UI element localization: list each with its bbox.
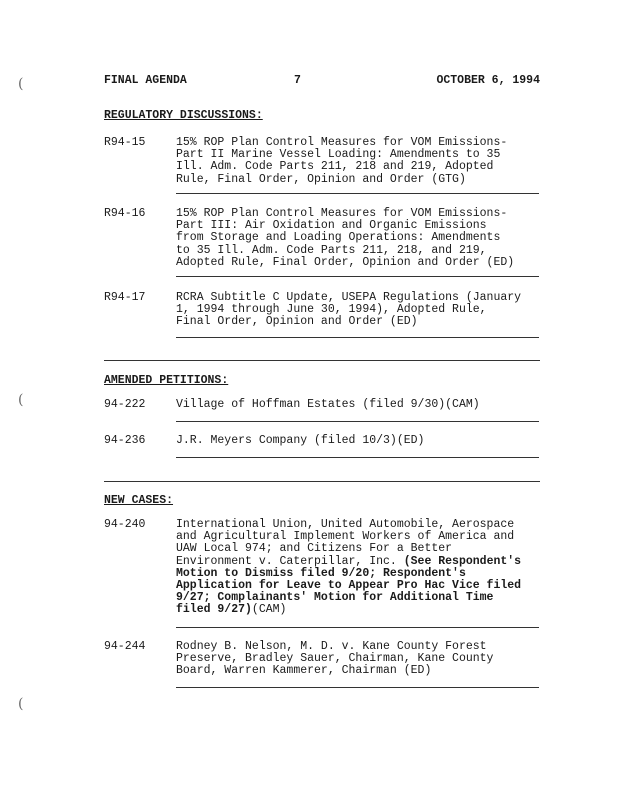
- section-title-amended-petitions: AMENDED PETITIONS:: [104, 374, 229, 387]
- docket-number: R94-15: [104, 136, 146, 149]
- page-header: [104, 75, 540, 89]
- case-assignee: (CAM): [251, 603, 287, 617]
- item-description: [176, 519, 542, 617]
- item-description: 15% ROP Plan Control Measures for VOM Emissions- Part III: Air Oxidation and Organic Emissions from Storage and Loading Operations: Amendments to 35 Ill. Adm. Code Parts 211, 218, and 219, Adopted Rule, Final Order, Opinion and Order (ED): [176, 207, 515, 269]
- item-rule: [176, 687, 539, 688]
- item-rule: [176, 193, 539, 194]
- margin-mark: (: [18, 392, 24, 408]
- docket-number: 94-240: [104, 518, 146, 531]
- item-description: RCRA Subtitle C Update, USEPA Regulations (January 1, 1994 through June 30, 1994), Adopted Rule, Final Order, Opinion and Order (ED): [176, 291, 522, 329]
- margin-mark: (: [18, 76, 24, 92]
- item-description: 15% ROP Plan Control Measures for VOM Emissions- Part II Marine Vessel Loading: Amendments to 35 Ill. Adm. Code Parts 211, 218 and 219, Adopted Rule, Final Order, Opinion and Order (GTG): [176, 136, 508, 186]
- section-title-regulatory: REGULATORY DISCUSSIONS:: [104, 109, 263, 122]
- item-rule: [176, 421, 539, 422]
- section-rule: [104, 360, 540, 361]
- item-description: Rodney B. Nelson, M. D. v. Kane County Forest Preserve, Bradley Sauer, Chairman, Kane County Board, Warren Kammerer, Chairman (ED): [176, 640, 494, 678]
- docket-number: 94-244: [104, 640, 146, 653]
- docket-number: 94-236: [104, 434, 146, 447]
- item-description: Village of Hoffman Estates (filed 9/30)(CAM): [176, 398, 480, 411]
- item-description: J.R. Meyers Company (filed 10/3)(ED): [176, 434, 425, 447]
- item-rule: [176, 276, 539, 277]
- case-caption: International Union, United Automobile, Aerospace and Agricultural Implement Workers of America and UAW Local 974; and Citizens For a Better Environment v. Caterpillar, Inc.: [176, 518, 515, 568]
- section-title-new-cases: NEW CASES:: [104, 494, 174, 507]
- item-rule: [176, 457, 539, 458]
- case-motion-note: (See Respondent's Motion to Dismiss filed 9/20; Respondent's Application for Leave to Appear Pro Hac Vice filed 9/27; Complainants' Motion for Additional Time filed 9/27): [176, 554, 522, 617]
- item-rule: [176, 337, 539, 338]
- page-number: 7: [294, 74, 301, 87]
- agenda-date: OCTOBER 6, 1994: [436, 74, 540, 87]
- docket-number: R94-16: [104, 207, 146, 220]
- margin-mark: (: [18, 696, 24, 712]
- docket-number: R94-17: [104, 291, 146, 304]
- agenda-title: FINAL AGENDA: [104, 74, 187, 87]
- item-rule: [176, 627, 539, 628]
- section-rule: [104, 481, 540, 482]
- docket-number: 94-222: [104, 398, 146, 411]
